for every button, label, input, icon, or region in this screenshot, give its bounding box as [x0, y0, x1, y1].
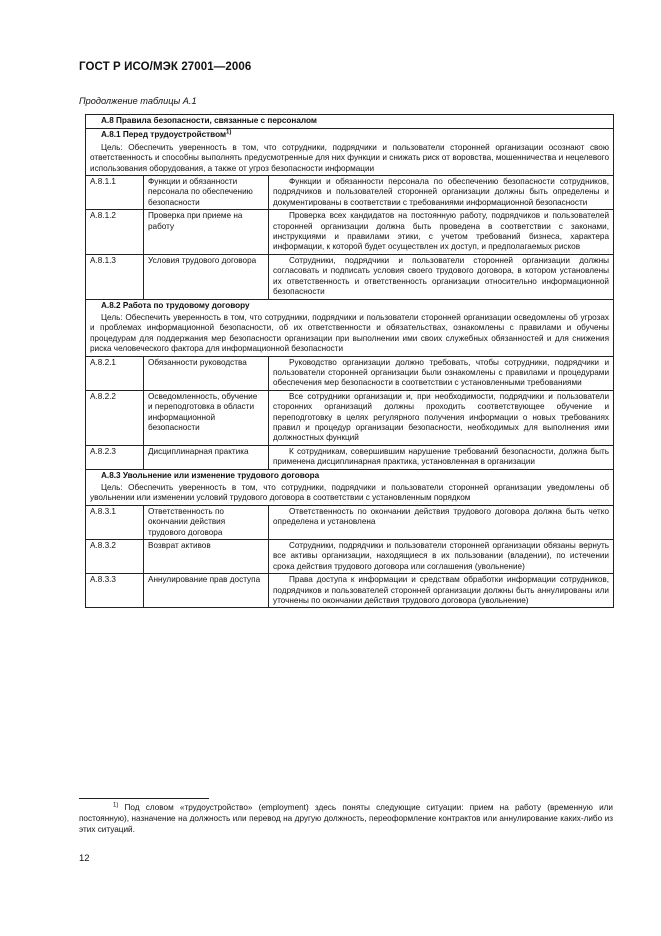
- footnote-divider: [79, 798, 209, 799]
- control-code: А.8.2.2: [86, 390, 144, 445]
- control-description: Все сотрудники организации и, при необходимости, подрядчики и пользователи сторонних организаций должны проходить соответствующее обучение и переподготовку в целях регулярного получения информации о новых требованиях правил и процедур организации безопасности, необходимых для выполнения ими должностных функций: [269, 390, 614, 445]
- section-header-row: [86, 115, 614, 129]
- control-code: А.8.1.1: [86, 176, 144, 210]
- control-description: Сотрудники, подрядчики и пользователи сторонней организации обязаны вернуть все активы организации, находящиеся в их пользовании (владении), по истечении срока действия трудового договора или соглашения (увольнение): [269, 540, 614, 574]
- control-description: К сотрудникам, совершившим нарушение требований безопасности, должна быть применена дисциплинарная практика, установленная в организации: [269, 445, 614, 469]
- table-row: [86, 356, 614, 390]
- footnote-marker: 1): [113, 802, 119, 809]
- subsection-title: А.8.1 Перед трудоустройством$^{1)}$: [101, 129, 232, 140]
- control-name: Проверка при приеме на работу: [144, 210, 269, 255]
- control-code: А.8.3.3: [86, 574, 144, 608]
- table-row: [86, 445, 614, 469]
- table-row: [86, 540, 614, 574]
- subsection-header-row: [86, 299, 614, 356]
- control-description: Ответственность по окончании действия трудового договора должна быть четко определена и установлена: [269, 505, 614, 539]
- document-header: ГОСТ Р ИСО/МЭК 27001—2006: [79, 61, 252, 73]
- control-name: Возврат активов: [144, 540, 269, 574]
- subsection-goal: Цель: Обеспечить уверенность в том, что сотрудники, подрядчики и пользователи сторонней организации осведомлены об угрозах и проблемах информационной безопасности, об их ответственности и обязательствах, ознакомлены с правилами и обучены процедурам для поддержания мер безопасности организации при выполнении ими своих служебных обязанностей и для снижения риска человеческого фактора для информационной безопасности: [90, 312, 610, 354]
- footnote-text: Под словом «трудоустройство» (employment) здесь поняты следующие ситуации: прием на работу (временную или постоянную), назначение на должность или перевод на другую должность, переоформление контрактов или аннулирование каких-либо из этих ситуаций.: [79, 803, 613, 834]
- control-code: А.8.3.1: [86, 505, 144, 539]
- control-name: Ответственность по окончании действия трудового договора: [144, 505, 269, 539]
- control-name: Условия трудового договора: [144, 254, 269, 299]
- subsection-goal: Цель: Обеспечить уверенность в том, что сотрудники, подрядчики и пользователи сторонней организации уведомлены об увольнении или изменении условий трудового договора в соответствии с установленным порядком: [90, 483, 610, 503]
- control-description: Руководство организации должно требовать, чтобы сотрудники, подрядчики и пользователи сторонней организации были ознакомлены с правилами и процедурами обеспечения мер безопасности в соответствии с установленными требованиями: [269, 356, 614, 390]
- section-title: А.8 Правила безопасности, связанные с персоналом: [101, 116, 317, 125]
- table-row: [86, 390, 614, 445]
- footnote-marker: 1): [226, 129, 232, 136]
- control-name: Обязанности руководства: [144, 356, 269, 390]
- table-continuation-caption: Продолжение таблицы А.1: [79, 96, 197, 106]
- subsection-title: А.8.2 Работа по трудовому договору: [101, 300, 250, 310]
- controls-table: [85, 114, 614, 608]
- footnote: [79, 803, 613, 835]
- control-name: Осведомленность, обучение и переподготовка в области информационной безопасности: [144, 390, 269, 445]
- control-name: Функции и обязанности персонала по обеспечению безопасности: [144, 176, 269, 210]
- control-name: Аннулирование прав доступа: [144, 574, 269, 608]
- control-code: А.8.2.1: [86, 356, 144, 390]
- table-row: [86, 210, 614, 255]
- page-number: 12: [79, 853, 90, 864]
- table-row: [86, 574, 614, 608]
- control-name: Дисциплинарная практика: [144, 445, 269, 469]
- control-description: Функции и обязанности персонала по обеспечению безопасности сотрудников, подрядчиков и пользователей сторонней организации должны быть определены и документированы в соответствии с требованиями информационной безопасности: [269, 176, 614, 210]
- control-code: А.8.3.2: [86, 540, 144, 574]
- control-description: Сотрудники, подрядчики и пользователи сторонней организации должны согласовать и подписать условия своего трудового договора, в котором установлены их ответственность и ответственность организации относительно информационной безопасности: [269, 254, 614, 299]
- subsection-goal: Цель: Обеспечить уверенность в том, что сотрудники, подрядчики и пользователи сторонней организации осознают свою ответственность и способны выполнять предусмотренные для них функции и снижать риск от воровства, мошенничества и нецелевого использования оборудования, а также от угроз безопасности информации: [90, 142, 610, 173]
- control-code: А.8.1.3: [86, 254, 144, 299]
- subsection-title: А.8.3 Увольнение или изменение трудового договора: [101, 470, 320, 480]
- control-description: Права доступа к информации и средствам обработки информации сотрудников, подрядчиков и пользователей сторонней организации должны быть аннулированы или уточнены по окончании действия трудового договора (увольнение): [269, 574, 614, 608]
- control-code: А.8.1.2: [86, 210, 144, 255]
- control-description: Проверка всех кандидатов на постоянную работу, подрядчиков и пользователей сторонней организации должна быть проведена в соответствии с законами, инструкциями и правилами этики, с учетом требований бизнеса, характера информации, к которой будет осуществлен их доступ, и предполагаемых рисков: [269, 210, 614, 255]
- table-row: [86, 176, 614, 210]
- subsection-header-row: [86, 129, 614, 176]
- control-code: А.8.2.3: [86, 445, 144, 469]
- subsection-header-row: [86, 469, 614, 505]
- table-row: [86, 254, 614, 299]
- table-row: [86, 505, 614, 539]
